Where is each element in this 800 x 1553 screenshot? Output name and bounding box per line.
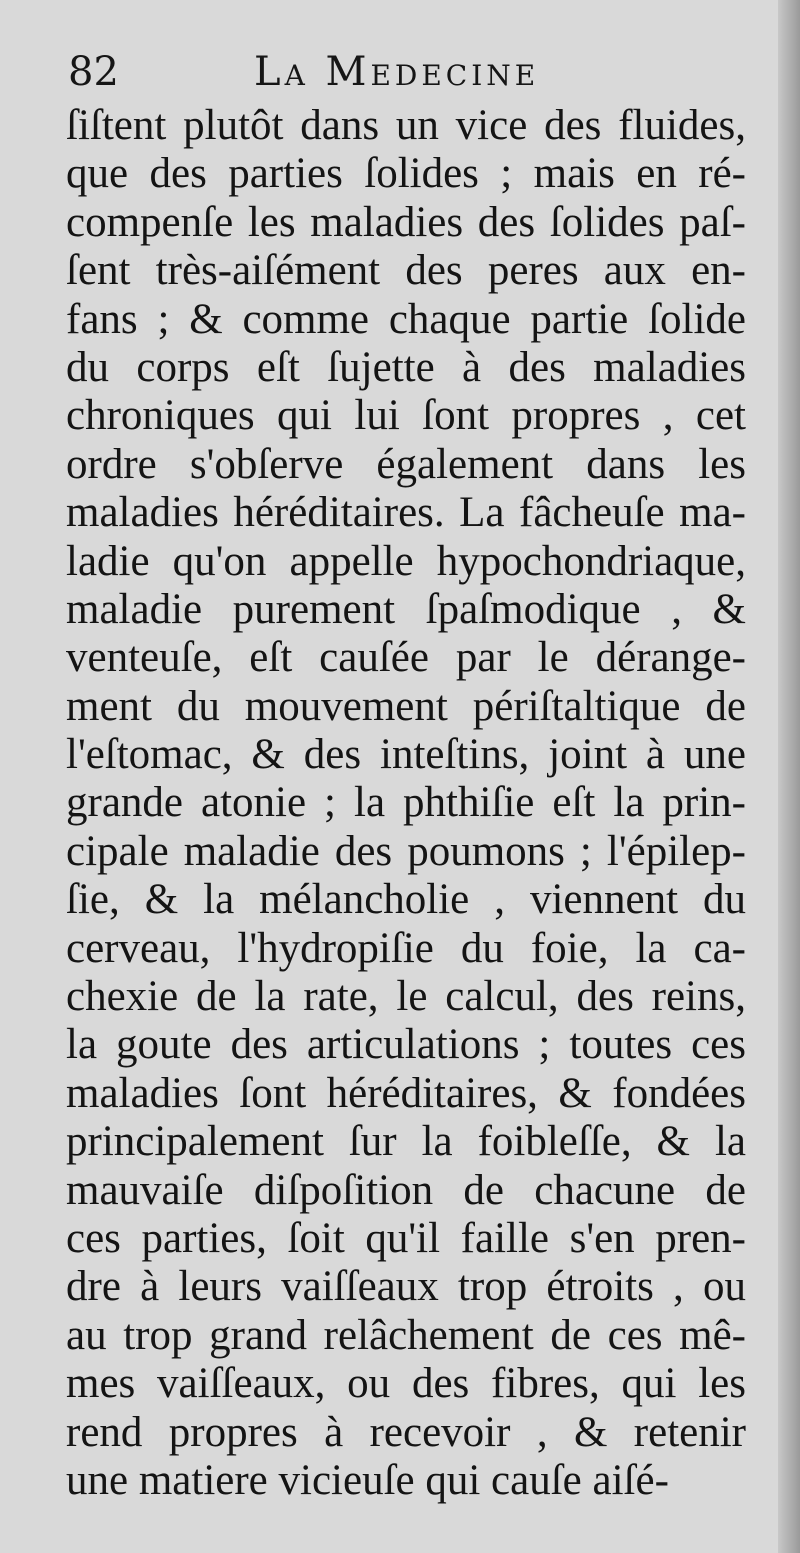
text-line: du corps eſt ſujette à des maladies <box>66 343 746 391</box>
text-line: dre à leurs vaiſſeaux trop étroits , ou <box>66 1263 746 1311</box>
text-line: compenſe les maladies des ſolides paſ- <box>66 198 746 246</box>
text-line: une matiere vicieuſe qui cauſe aiſé- <box>66 1456 669 1504</box>
text-line: cipale maladie des poumons ; l'épilep- <box>66 827 746 875</box>
text-line: l'eſtomac, & des inteſtins, joint à une <box>66 731 746 779</box>
text-line: ces parties, ſoit qu'il faille s'en pren- <box>66 1214 746 1262</box>
text-line: maladies héréditaires. La fâcheuſe ma- <box>66 489 746 537</box>
running-title: La Medecine <box>254 49 540 95</box>
text-line: cerveau, l'hydropiſie du foie, la ca- <box>66 924 746 972</box>
text-line: la goute des articulations ; toutes ces <box>66 1021 746 1069</box>
text-line: au trop grand relâchement de ces mê- <box>66 1311 746 1359</box>
text-line: mes vaiſſeaux, ou des fibres, qui les <box>66 1360 746 1408</box>
text-line: maladies ſont héréditaires, & fondées <box>66 1069 746 1117</box>
text-line: ſent très-aiſément des peres aux en- <box>66 247 746 295</box>
text-line: grande atonie ; la phthiſie eſt la prin- <box>66 779 746 827</box>
page-header <box>68 42 748 102</box>
text-line: venteuſe, eſt cauſée par le dérange- <box>66 634 746 682</box>
text-line: chroniques qui lui ſont propres , cet <box>66 392 746 440</box>
text-line: ladie qu'on appelle hypochondriaque, <box>66 537 746 585</box>
text-line: que des parties ſolides ; mais en ré- <box>66 150 746 198</box>
text-line: rend propres à recevoir , & retenir <box>66 1408 746 1456</box>
page-number: 82 <box>68 49 119 95</box>
text-line: ſiſtent plutôt dans un vice des fluides, <box>66 102 746 149</box>
text-line: principalement ſur la foibleſſe, & la <box>66 1118 746 1166</box>
text-line: ment du mouvement périſtaltique de <box>66 682 746 730</box>
text-line: fans ; & comme chaque partie ſolide <box>66 295 746 343</box>
text-line: mauvaiſe diſpoſition de chacune de <box>66 1166 746 1214</box>
page-edge <box>778 0 800 1553</box>
text-line: maladie purement ſpaſmodique , & <box>66 585 746 633</box>
text-line: ordre s'obſerve également dans les <box>66 440 746 488</box>
text-line: chexie de la rate, le calcul, des reins, <box>66 973 746 1021</box>
text-line: ſie, & la mélancholie , viennent du <box>66 876 746 924</box>
body-text <box>66 102 746 1505</box>
